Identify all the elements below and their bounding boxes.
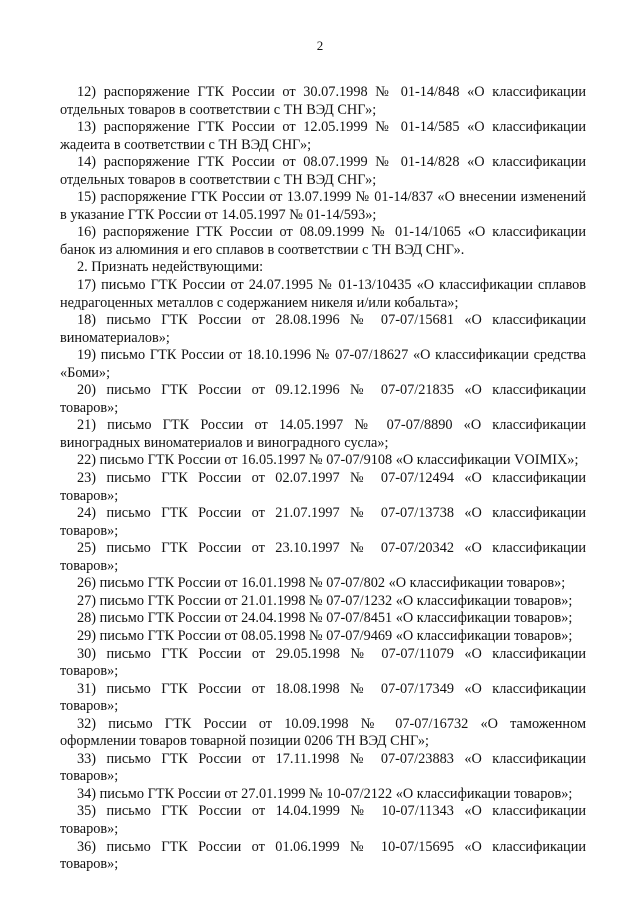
letter-item-continuation: «Боми»;: [60, 364, 111, 381]
letter-item-first-line: 28) письмо ГТК России от 24.04.1998 № 07-07/8451 «О классификации товаров»;: [77, 610, 573, 627]
letter-item-first-line: 18) письмо ГТК России от 28.08.1996 № 07-07/15681 «О классификации: [77, 312, 586, 329]
letters-list: [60, 277, 586, 874]
letter-item: [60, 803, 586, 838]
letter-item-continuation: виноградных виноматериалов и виноградного сусла»;: [60, 434, 389, 451]
letter-item-first-line: 27) письмо ГТК России от 21.01.1998 № 07-07/1232 «О классификации товаров»;: [77, 592, 573, 609]
order-item-continuation: банок из алюминия и его сплавов в соответствии с ТН ВЭД СНГ».: [60, 241, 465, 258]
letter-item: [60, 593, 586, 611]
letter-item: [60, 646, 586, 681]
order-item-continuation: жадеита в соответствии с ТН ВЭД СНГ»;: [60, 136, 312, 153]
letter-item-first-line: 33) письмо ГТК России от 17.11.1998 № 07-07/23883 «О классификации: [77, 750, 586, 767]
letter-item: [60, 610, 586, 628]
letter-item: [60, 277, 586, 312]
letter-item-continuation: товаров»;: [60, 399, 119, 416]
order-item: [60, 224, 586, 259]
orders-list: [60, 84, 586, 259]
order-item-first-line: 16) распоряжение ГТК России от 08.09.1999 № 01-14/1065 «О классификации: [77, 224, 586, 241]
letter-item-first-line: 21) письмо ГТК России от 14.05.1997 № 07-07/8890 «О классификации: [77, 417, 586, 434]
letter-item-first-line: 34) письмо ГТК России от 27.01.1999 № 10-07/2122 «О классификации товаров»;: [77, 785, 573, 802]
order-item-first-line: 13) распоряжение ГТК России от 12.05.1999 № 01-14/585 «О классификации: [77, 119, 586, 136]
section-heading: 2. Признать недействующими:: [77, 259, 264, 276]
order-item-continuation: в указание ГТК России от 14.05.1997 № 01-14/593»;: [60, 206, 377, 223]
letter-item-first-line: 20) письмо ГТК России от 09.12.1996 № 07-07/21835 «О классификации: [77, 382, 586, 399]
order-item: [60, 154, 586, 189]
order-item: [60, 119, 586, 154]
letter-item-first-line: 26) письмо ГТК России от 16.01.1998 № 07-07/802 «О классификации товаров»;: [77, 575, 566, 592]
letter-item-continuation: оформлении товаров товарной позиции 0206 ТН ВЭД СНГ»;: [60, 733, 429, 750]
letter-item: [60, 839, 586, 874]
letter-item-first-line: 35) письмо ГТК России от 14.04.1999 № 10-07/11343 «О классификации: [77, 803, 586, 820]
order-item-first-line: 12) распоряжение ГТК России от 30.07.1998 № 01-14/848 «О классификации: [77, 84, 586, 100]
letter-item-first-line: 23) письмо ГТК России от 02.07.1997 № 07-07/12494 «О классификации: [77, 470, 586, 487]
letter-item: [60, 505, 586, 540]
letter-item-first-line: 25) письмо ГТК России от 23.10.1997 № 07-07/20342 «О классификации: [77, 540, 586, 557]
letter-item-continuation: товаров»;: [60, 768, 119, 785]
letter-item-continuation: товаров»;: [60, 557, 119, 574]
letter-item-continuation: товаров»;: [60, 522, 119, 539]
page-number: 2: [316, 38, 324, 53]
letter-item-first-line: 29) письмо ГТК России от 08.05.1998 № 07-07/9469 «О классификации товаров»;: [77, 627, 573, 644]
letter-item-continuation: недрагоценных металлов с содержанием никеля и/или кобальта»;: [60, 294, 459, 311]
order-item-continuation: отдельных товаров в соответствии с ТН ВЭД СНГ»;: [60, 101, 377, 118]
letter-item-continuation: товаров»;: [60, 663, 119, 680]
letter-item: [60, 312, 586, 347]
letter-item: [60, 382, 586, 417]
letter-item: [60, 628, 586, 646]
letter-item-first-line: 31) письмо ГТК России от 18.08.1998 № 07-07/17349 «О классификации: [77, 680, 586, 697]
letter-item: [60, 452, 586, 470]
letter-item: [60, 716, 586, 751]
letter-item-continuation: товаров»;: [60, 698, 119, 715]
letter-item-continuation: виноматериалов»;: [60, 329, 170, 346]
letter-item: [60, 470, 586, 505]
order-item-first-line: 15) распоряжение ГТК России от 13.07.1999 № 01-14/837 «О внесении изменений: [77, 189, 586, 206]
letter-item: [60, 575, 586, 593]
letter-item: [60, 751, 586, 786]
letter-item-continuation: товаров»;: [60, 487, 119, 504]
letter-item: [60, 540, 586, 575]
letter-item-continuation: товаров»;: [60, 856, 119, 873]
letter-item: [60, 417, 586, 452]
letter-item-first-line: 30) письмо ГТК России от 29.05.1998 № 07-07/11079 «О классификации: [77, 645, 586, 662]
order-item-continuation: отдельных товаров в соответствии с ТН ВЭД СНГ»;: [60, 171, 377, 188]
letter-item-first-line: 36) письмо ГТК России от 01.06.1999 № 10-07/15695 «О классификации: [77, 838, 586, 855]
order-item-first-line: 14) распоряжение ГТК России от 08.07.1999 № 01-14/828 «О классификации: [77, 154, 586, 171]
letter-item-first-line: 32) письмо ГТК России от 10.09.1998 № 07-07/16732 «О таможенном: [77, 715, 586, 732]
order-item: [60, 189, 586, 224]
letter-item-first-line: 24) письмо ГТК России от 21.07.1997 № 07-07/13738 «О классификации: [77, 505, 586, 522]
letter-item-continuation: товаров»;: [60, 820, 119, 837]
letter-item-first-line: 22) письмо ГТК России от 16.05.1997 № 07-07/9108 «О классификации VOIMIX»;: [77, 452, 579, 469]
letter-item: [60, 681, 586, 716]
letter-item-first-line: 19) письмо ГТК России от 18.10.1996 № 07-07/18627 «О классификации средства: [77, 347, 586, 364]
order-item: [60, 84, 586, 119]
document-body: [60, 84, 586, 874]
letter-item: [60, 786, 586, 804]
letter-item-first-line: 17) письмо ГТК России от 24.07.1995 № 01-13/10435 «О классификации сплавов: [77, 277, 586, 294]
letter-item: [60, 347, 586, 382]
